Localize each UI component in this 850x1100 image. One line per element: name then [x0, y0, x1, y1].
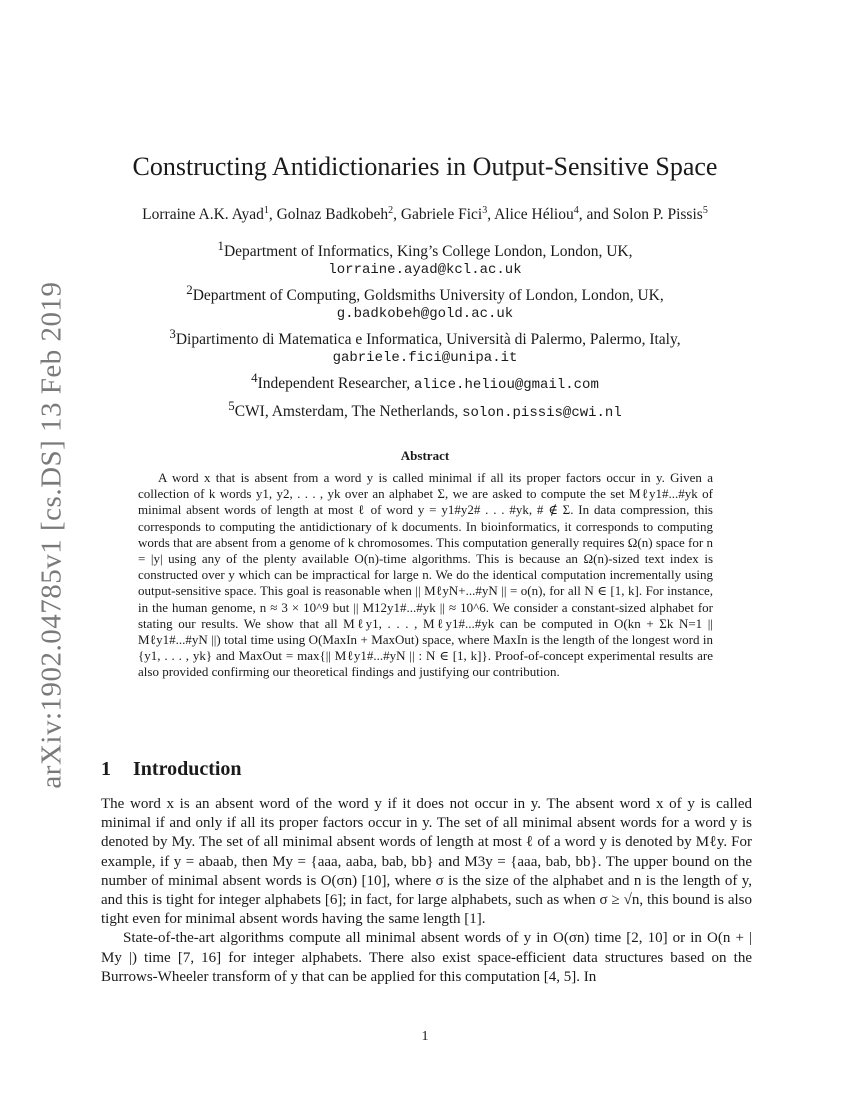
affiliation-email[interactable]: solon.pissis@cwi.nl [462, 404, 622, 421]
affiliation-email[interactable]: alice.heliou@gmail.com [414, 377, 599, 394]
author: Golnaz Badkobeh$^2$, [276, 205, 401, 224]
author: Lorraine A.K. Ayad$^1$, [142, 205, 277, 224]
page-number: 1 [421, 1029, 429, 1044]
author: Alice Héliou$^4$, and [494, 205, 613, 224]
section-body [101, 795, 752, 987]
abstract-text: A word x that is absent from a word y is called minimal if all its proper factors occur in y. Given a collection of k words y1, y2, . . . , yk over an alphabet Σ, we are asked to compute the set Mℓy1#...#yk of minimal absent words of length at most ℓ of word y = y1#y2# . . . #yk, # ∉ Σ. In data compression, this corresponds to computing the antidictionary of k documents. In bioinformatics, it corresponds to computing words that are absent from a genome of k chromosomes. This computation generally requires Ω(n) space for n = |y| using any of the plenty available O(n)-time algorithms. This is because an Ω(n)-sized text index is constructed over y which can be impractical for large n. We do the identical computation incrementally using output-sensitive space. This goal is reasonable when || MℓyN+...#yN || = o(n), for all N ∈ [1, k]. For instance, in the human genome, n ≈ 3 × 10^9 but || M12y1#...#yk || ≈ 10^6. We consider a constant-sized alphabet for stating our results. We show that all Mℓy1, . . . , Mℓy1#...#yk can be computed in O(kn + Σk N=1 || Mℓy1#...#yN ||) total time using O(MaxIn + MaxOut) space, where MaxIn is the length of the longest word in {y1, . . . , yk} and MaxOut = max{|| Mℓy1#...#yN || : N ∈ [1, k]}. Proof-of-concept experimental results are also provided confirming our theoretical findings and justifying our contribution. [138, 470, 713, 680]
abstract-heading: Abstract [400, 448, 450, 463]
arxiv-identifier-stamp: arXiv:1902.04785v1 [cs.DS] 13 Feb 2019 [35, 281, 68, 789]
affiliation: $^1$Department of Informatics, King’s College London, London, UK, [217, 238, 633, 261]
author: Solon P. Pissis$^5$ [612, 205, 708, 224]
affiliation: $^5$CWI, Amsterdam, The Netherlands, solon.pissis@cwi.nl [228, 397, 622, 421]
affiliation-email[interactable]: g.badkobeh@gold.ac.uk [336, 306, 514, 323]
author: Gabriele Fici$^3$, [400, 205, 495, 224]
author-list [0, 205, 850, 224]
paper-title: Constructing Antidictionaries in Output-Sensitive Space [132, 152, 718, 181]
section-number: 1 [101, 758, 111, 780]
paragraph: The word x is an absent word of the word y if it does not occur in y. The absent word x of y is called minimal if and only if all its proper factors occur in y. The set of all minimal absent words for a word y is denoted by My. The set of all minimal absent words of length at most ℓ of a word y is denoted by Mℓy. For example, if y = abaab, then My = {aaa, aaba, bab, bb} and M3y = {aaa, bab, bb}. The upper bound on the number of minimal absent words is O(σn) [10], where σ is the size of the alphabet and n is the length of y, and this is tight for integer alphabets [6]; in fact, for large alphabets, such as when σ ≥ √n, this bound is also tight even for minimal absent words having the same length [1]. [101, 796, 752, 928]
affiliation-email[interactable]: lorraine.ayad@kcl.ac.uk [328, 262, 522, 279]
abstract-body [138, 470, 713, 681]
affiliation: $^4$Independent Researcher, alice.heliou@gmail.com [251, 370, 599, 394]
affiliation: $^2$Department of Computing, Goldsmiths University of London, London, UK, [186, 282, 664, 305]
affiliation-email[interactable]: gabriele.fici@unipa.it [332, 350, 518, 367]
paragraph: State-of-the-art algorithms compute all minimal absent words of y in O(σn) time [2, 10] or in O(n + | My |) time [7, 16] for integer alphabets. There also exist space-efficient data structures based on the Burrows-Wheeler transform of y that can be applied for this computation [4, 5]. In [101, 930, 752, 985]
affiliation: $^3$Dipartimento di Matematica e Informatica, Università di Palermo, Palermo, Italy, [169, 326, 681, 349]
affiliation-list [0, 236, 850, 423]
section-title: Introduction [133, 758, 242, 780]
section-heading [101, 758, 242, 781]
